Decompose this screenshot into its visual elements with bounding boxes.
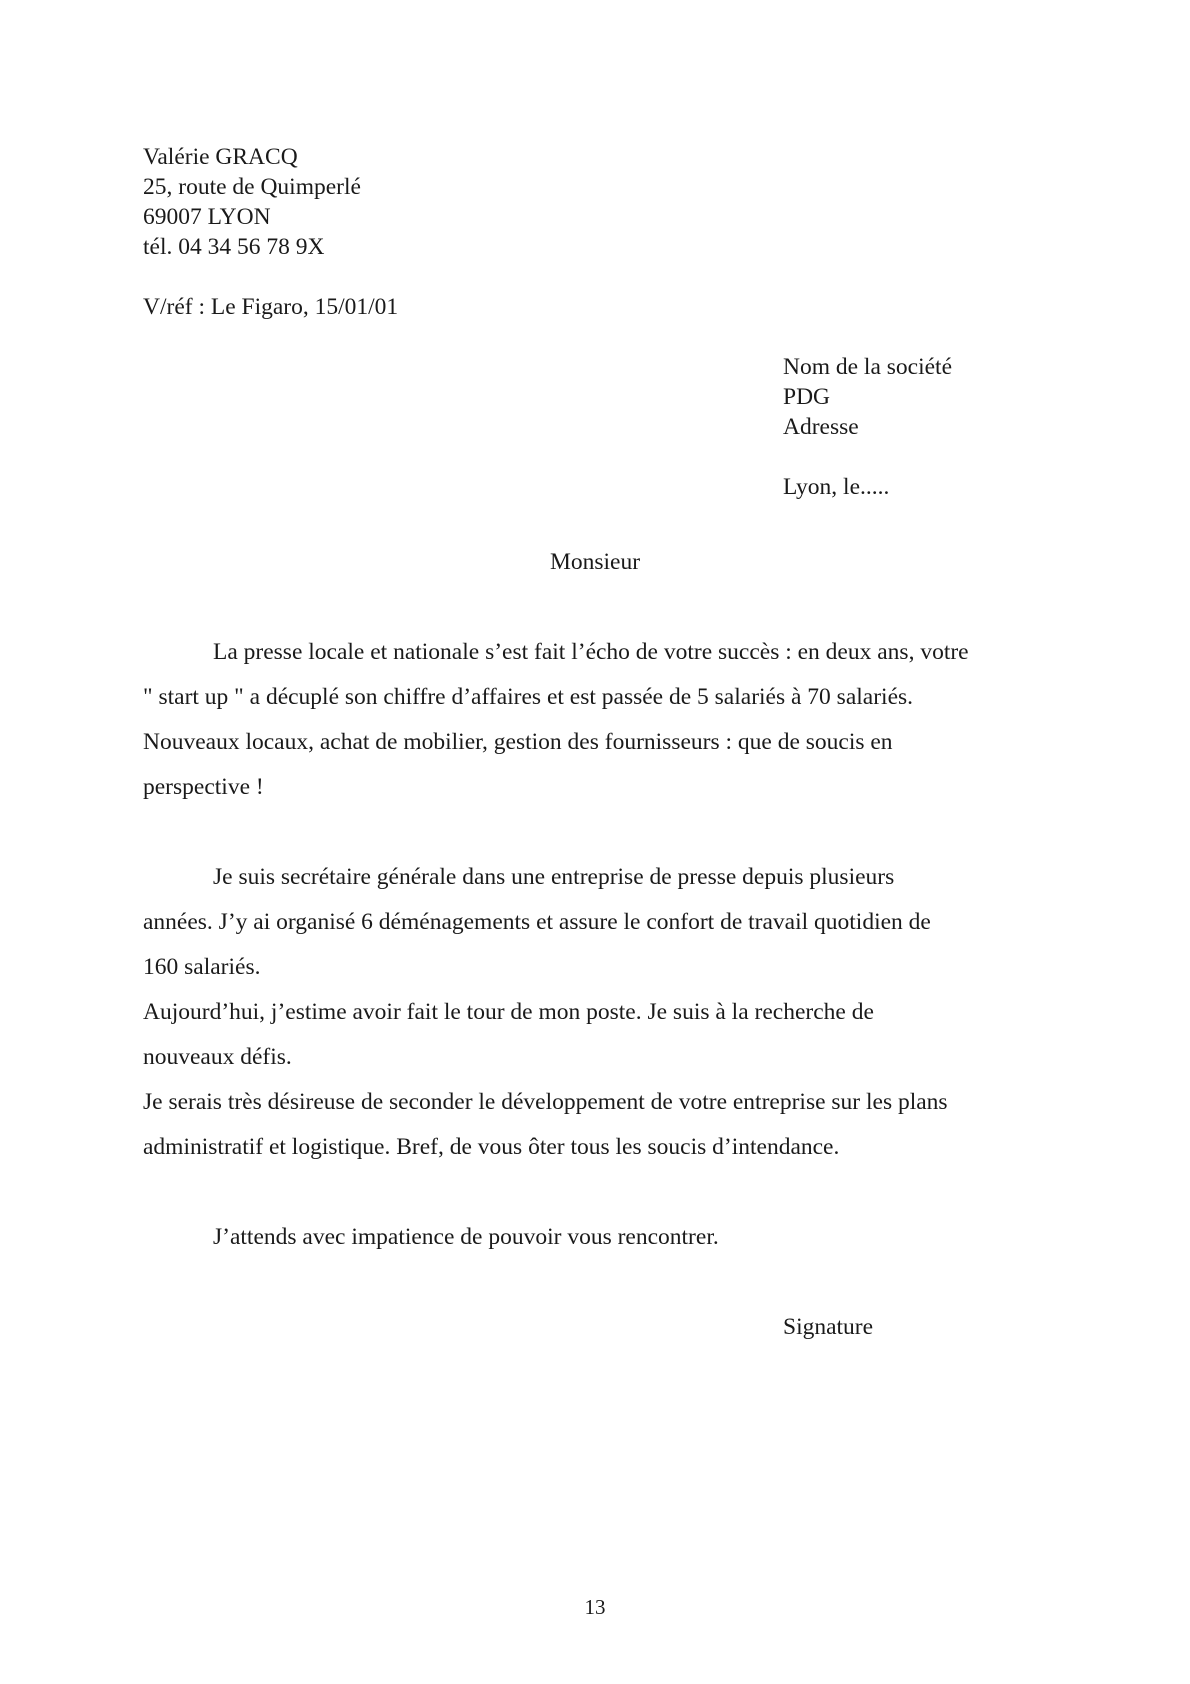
body-line: 160 salariés. bbox=[143, 954, 261, 980]
body-line: La presse locale et nationale s’est fait l’écho de votre succès : en deux ans, votre bbox=[213, 639, 969, 665]
body-line: années. J’y ai organisé 6 déménagements et assure le confort de travail quotidien de bbox=[143, 909, 931, 935]
sender-city: 69007 LYON bbox=[143, 204, 271, 230]
sender-street: 25, route de Quimperlé bbox=[143, 174, 361, 200]
body-line: perspective ! bbox=[143, 774, 264, 800]
body-line: " start up " a décuplé son chiffre d’affaires et est passée de 5 salariés à 70 salariés. bbox=[143, 684, 914, 710]
recipient-title: PDG bbox=[783, 384, 831, 410]
recipient-address: Adresse bbox=[783, 414, 859, 440]
body-line: Nouveaux locaux, achat de mobilier, gestion des fournisseurs : que de soucis en bbox=[143, 729, 893, 755]
date-line: Lyon, le..... bbox=[783, 474, 890, 500]
sender-phone: tél. 04 34 56 78 9X bbox=[143, 234, 325, 260]
signature: Signature bbox=[783, 1314, 874, 1340]
sender-name: Valérie GRACQ bbox=[143, 144, 298, 170]
reference-line: V/réf : Le Figaro, 15/01/01 bbox=[143, 294, 399, 320]
salutation: Monsieur bbox=[549, 549, 641, 575]
body-line: Je suis secrétaire générale dans une entreprise de presse depuis plusieurs bbox=[213, 864, 895, 890]
body-line: Aujourd’hui, j’estime avoir fait le tour de mon poste. Je suis à la recherche de bbox=[143, 999, 874, 1025]
body-line: administratif et logistique. Bref, de vous ôter tous les soucis d’intendance. bbox=[143, 1134, 840, 1160]
recipient-company: Nom de la société bbox=[783, 354, 953, 380]
body-line: Je serais très désireuse de seconder le développement de votre entreprise sur les plans bbox=[143, 1089, 948, 1115]
body-line: nouveaux défis. bbox=[143, 1044, 292, 1070]
body-line: J’attends avec impatience de pouvoir vous rencontrer. bbox=[213, 1224, 719, 1250]
page-number: 13 bbox=[584, 1595, 606, 1619]
